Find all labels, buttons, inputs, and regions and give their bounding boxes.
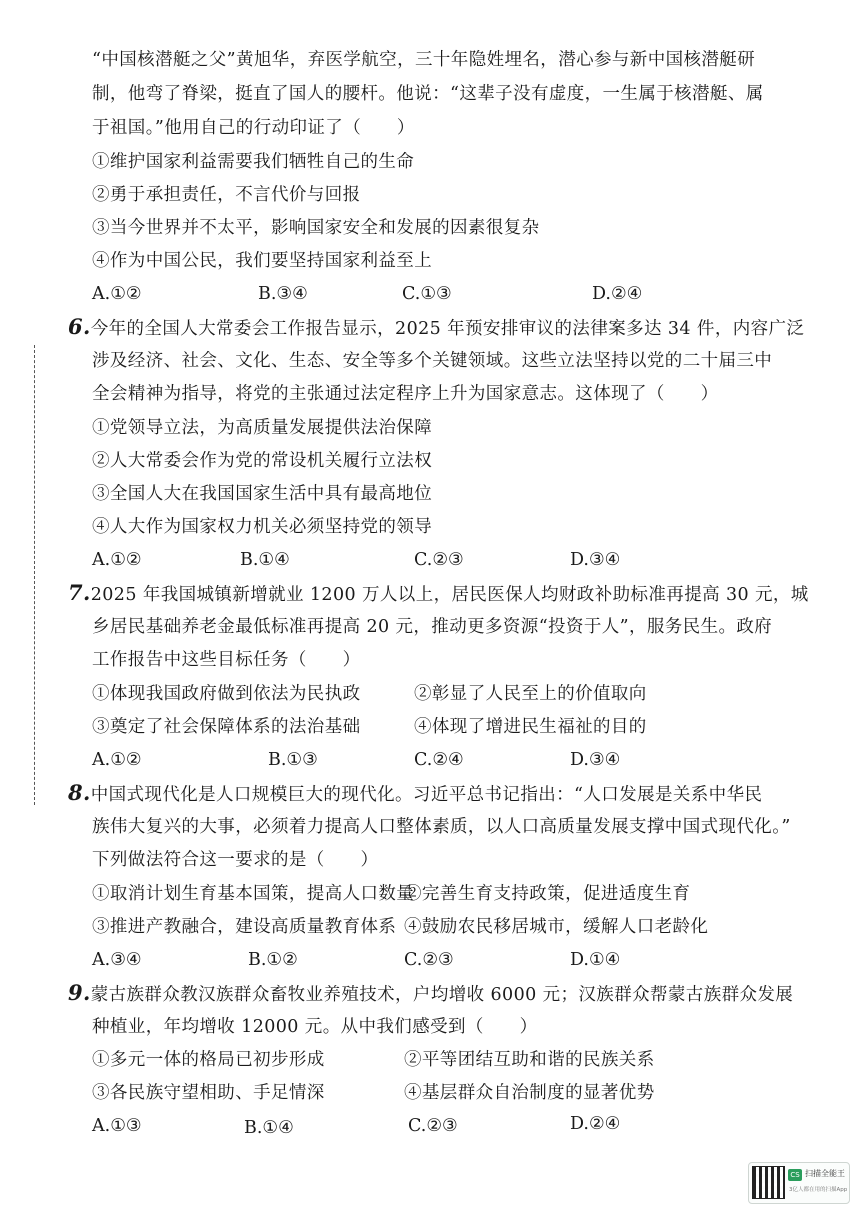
question-9-option-a: A.①③ <box>92 1116 142 1136</box>
question-9-option-c: C.②③ <box>408 1116 458 1136</box>
qr-code-icon <box>753 1167 784 1198</box>
question-5-stem-line-2: 制，他弯了脊梁，挺直了国人的腰杆。他说：“这辈子没有虚度，一生属于核潜艇、属 <box>92 84 764 104</box>
question-8-stem-line-1: 8.中国式现代化是人口规模巨大的现代化。习近平总书记指出：“人口发展是关系中华民 <box>68 780 763 805</box>
scanner-watermark <box>748 1162 850 1204</box>
question-9-choice-2: ②平等团结互助和谐的民族关系 <box>404 1050 655 1070</box>
watermark-title: 扫描全能王 <box>805 1169 845 1178</box>
question-8-choice-1: ①取消计划生育基本国策，提高人口数量 <box>92 884 415 904</box>
question-8-option-d: D.①④ <box>570 950 621 970</box>
question-9-number: 9. <box>68 980 91 1005</box>
question-6-stem-line-1: 6.今年的全国人大常委会工作报告显示，2025 年预安排审议的法律案多达 34 件，内容广泛 <box>68 314 805 339</box>
question-8-option-a: A.③④ <box>92 950 142 970</box>
question-7-stem-line-2: 乡居民基础养老金最低标准再提高 20 元，推动更多资源“投资于人”，服务民生。政府 <box>92 617 773 637</box>
question-9-choice-3: ③各民族守望相助、手足情深 <box>92 1083 325 1103</box>
question-6-stem-line-2: 涉及经济、社会、文化、生态、安全等多个关键领域。这些立法坚持以党的二十届三中 <box>92 351 773 371</box>
question-6-option-c: C.②③ <box>414 550 464 570</box>
question-8-choice-4: ④鼓励农民移居城市，缓解人口老龄化 <box>404 917 709 937</box>
question-8-option-b: B.①② <box>248 950 298 970</box>
question-5-choice-4: ④作为中国公民，我们要坚持国家利益至上 <box>92 251 433 271</box>
question-8-stem-line-2: 族伟大复兴的大事，必须着力提高人口整体素质，以人口高质量发展支撑中国式现代化。” <box>92 817 791 837</box>
question-9-choice-4: ④基层群众自治制度的显著优势 <box>404 1083 655 1103</box>
question-9-stem-line-1: 9.蒙古族群众教汉族群众畜牧业养殖技术，户均增收 6000 元；汉族群众帮蒙古族群众发展 <box>68 980 794 1005</box>
question-8-stem-line-3: 下列做法符合这一要求的是（ ） <box>92 850 379 870</box>
camscanner-logo-icon: CS <box>788 1169 802 1181</box>
question-9-option-b: B.①④ <box>244 1118 294 1138</box>
question-9-option-d: D.②④ <box>570 1114 621 1134</box>
question-8-number: 8. <box>68 780 91 805</box>
question-6-stem-line-3: 全会精神为指导，将党的主张通过法定程序上升为国家意志。这体现了（ ） <box>92 384 719 404</box>
question-7-choice-4: ④体现了增进民生福祉的目的 <box>414 717 647 737</box>
watermark-subtitle: 3亿人都在用的扫描App <box>789 1187 848 1193</box>
question-7-option-c: C.②④ <box>414 750 464 770</box>
question-5-choice-3: ③当今世界并不太平，影响国家安全和发展的因素很复杂 <box>92 218 540 238</box>
question-9-stem-line-2: 种植业，年均增收 12000 元。从中我们感受到（ ） <box>92 1017 538 1037</box>
question-6-choice-1: ①党领导立法，为高质量发展提供法治保障 <box>92 418 433 438</box>
question-5-choice-2: ②勇于承担责任，不言代价与回报 <box>92 185 361 205</box>
question-7-stem-line-1: 7.2025 年我国城镇新增就业 1200 万人以上，居民医保人均财政补助标准再提高 30 元，城 <box>68 580 809 605</box>
question-6-choice-2: ②人大常委会作为党的常设机关履行立法权 <box>92 451 433 471</box>
question-7-option-b: B.①③ <box>268 750 318 770</box>
question-5-stem-line-1: “中国核潜艇之父”黄旭华，弃医学航空，三十年隐姓埋名，潜心参与新中国核潜艇研 <box>92 50 756 70</box>
question-5-option-d: D.②④ <box>592 284 643 304</box>
question-5-stem-line-3: 于祖国。”他用自己的行动印证了（ ） <box>92 118 415 138</box>
question-8-choice-2: ②完善生育支持政策，促进适度生育 <box>404 884 691 904</box>
question-5-choice-1: ①维护国家利益需要我们牺牲自己的生命 <box>92 152 415 172</box>
question-7-option-a: A.①② <box>92 750 142 770</box>
question-6-number: 6. <box>68 314 91 339</box>
question-5-option-a: A.①② <box>92 284 142 304</box>
question-6-option-d: D.③④ <box>570 550 621 570</box>
question-7-stem-line-3: 工作报告中这些目标任务（ ） <box>92 650 361 670</box>
question-7-choice-2: ②彰显了人民至上的价值取向 <box>414 684 647 704</box>
question-5-option-b: B.③④ <box>258 284 308 304</box>
binding-margin-line <box>34 345 35 805</box>
question-8-choice-3: ③推进产教融合，建设高质量教育体系 <box>92 917 397 937</box>
question-7-number: 7. <box>68 580 91 605</box>
question-6-option-b: B.①④ <box>240 550 290 570</box>
question-8-option-c: C.②③ <box>404 950 454 970</box>
question-7-choice-1: ①体现我国政府做到依法为民执政 <box>92 684 361 704</box>
question-9-choice-1: ①多元一体的格局已初步形成 <box>92 1050 325 1070</box>
question-6-option-a: A.①② <box>92 550 142 570</box>
question-7-option-d: D.③④ <box>570 750 621 770</box>
question-6-choice-4: ④人大作为国家权力机关必须坚持党的领导 <box>92 517 433 537</box>
question-5-option-c: C.①③ <box>402 284 452 304</box>
question-6-choice-3: ③全国人大在我国国家生活中具有最高地位 <box>92 484 433 504</box>
question-7-choice-3: ③奠定了社会保障体系的法治基础 <box>92 717 361 737</box>
